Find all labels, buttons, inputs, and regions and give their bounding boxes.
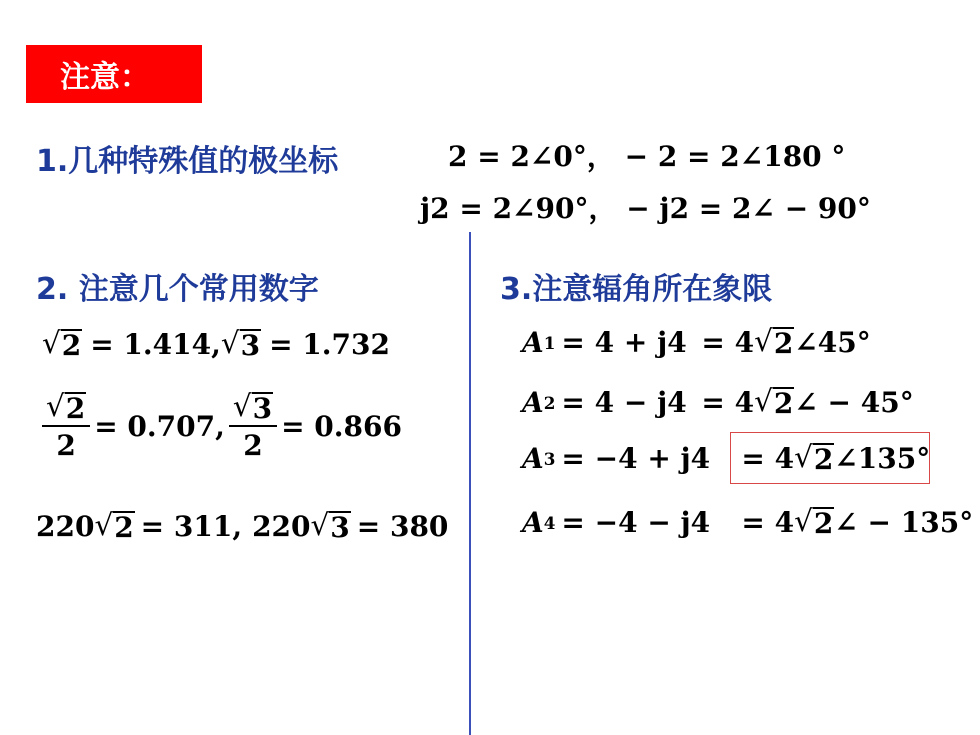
polar-special-line1: 2 = 2∠0°， − 2 = 2∠180 ° [448,140,846,173]
sqrt-3: √ 3 [220,325,261,362]
phasor-row-2: A 2 = 4 − j4 = 4 √ 2 ∠ − 45° [522,383,914,420]
frac2-value: = 0.866 [281,409,402,443]
note-badge-label: 注意： [60,60,150,95]
frac-sqrt2-over-2: √ 2 2 [42,390,90,462]
half-sqrt-values-line [38,390,402,462]
note-badge [26,45,202,103]
section3-heading: 3.注意辐角所在象限 [500,272,773,307]
value-311: = 311, [140,510,243,543]
frac1-value: = 0.707, [94,409,225,443]
frac-sqrt3-over-2: √ 3 2 [229,390,277,462]
sqrt-2-value: = 1.414, [90,328,221,361]
coef-220-a: 220 [36,510,95,543]
section2-heading: 2. 注意几个常用数字 [36,272,319,307]
sqrt-2: √ 2 [42,325,82,362]
column-divider [469,232,471,735]
phasor-row-3: A 3 = −4 + j4 = 4 √ 2 ∠135° [522,439,931,476]
polar-special-line2: j2 = 2∠90°， − j2 = 2∠ − 90° [420,192,871,225]
sqrt-3-b: √ 3 [310,507,350,544]
sqrt-3-value: = 1.732 [269,328,390,361]
section1-heading: 1.几种特殊值的极坐标 [36,144,339,179]
value-380: = 380 [356,510,449,543]
phasor-row-4: A 4 = −4 − j4 = 4 √ 2 ∠ − 135° [522,503,974,540]
phasor-row-1: A 1 = 4 + j4 = 4 √ 2 ∠45° [522,323,871,360]
coef-220-b: 220 [252,510,311,543]
sqrt-2-b: √ 2 [94,507,134,544]
sqrt-220-line [36,507,449,544]
sqrt-values-line [42,325,390,362]
